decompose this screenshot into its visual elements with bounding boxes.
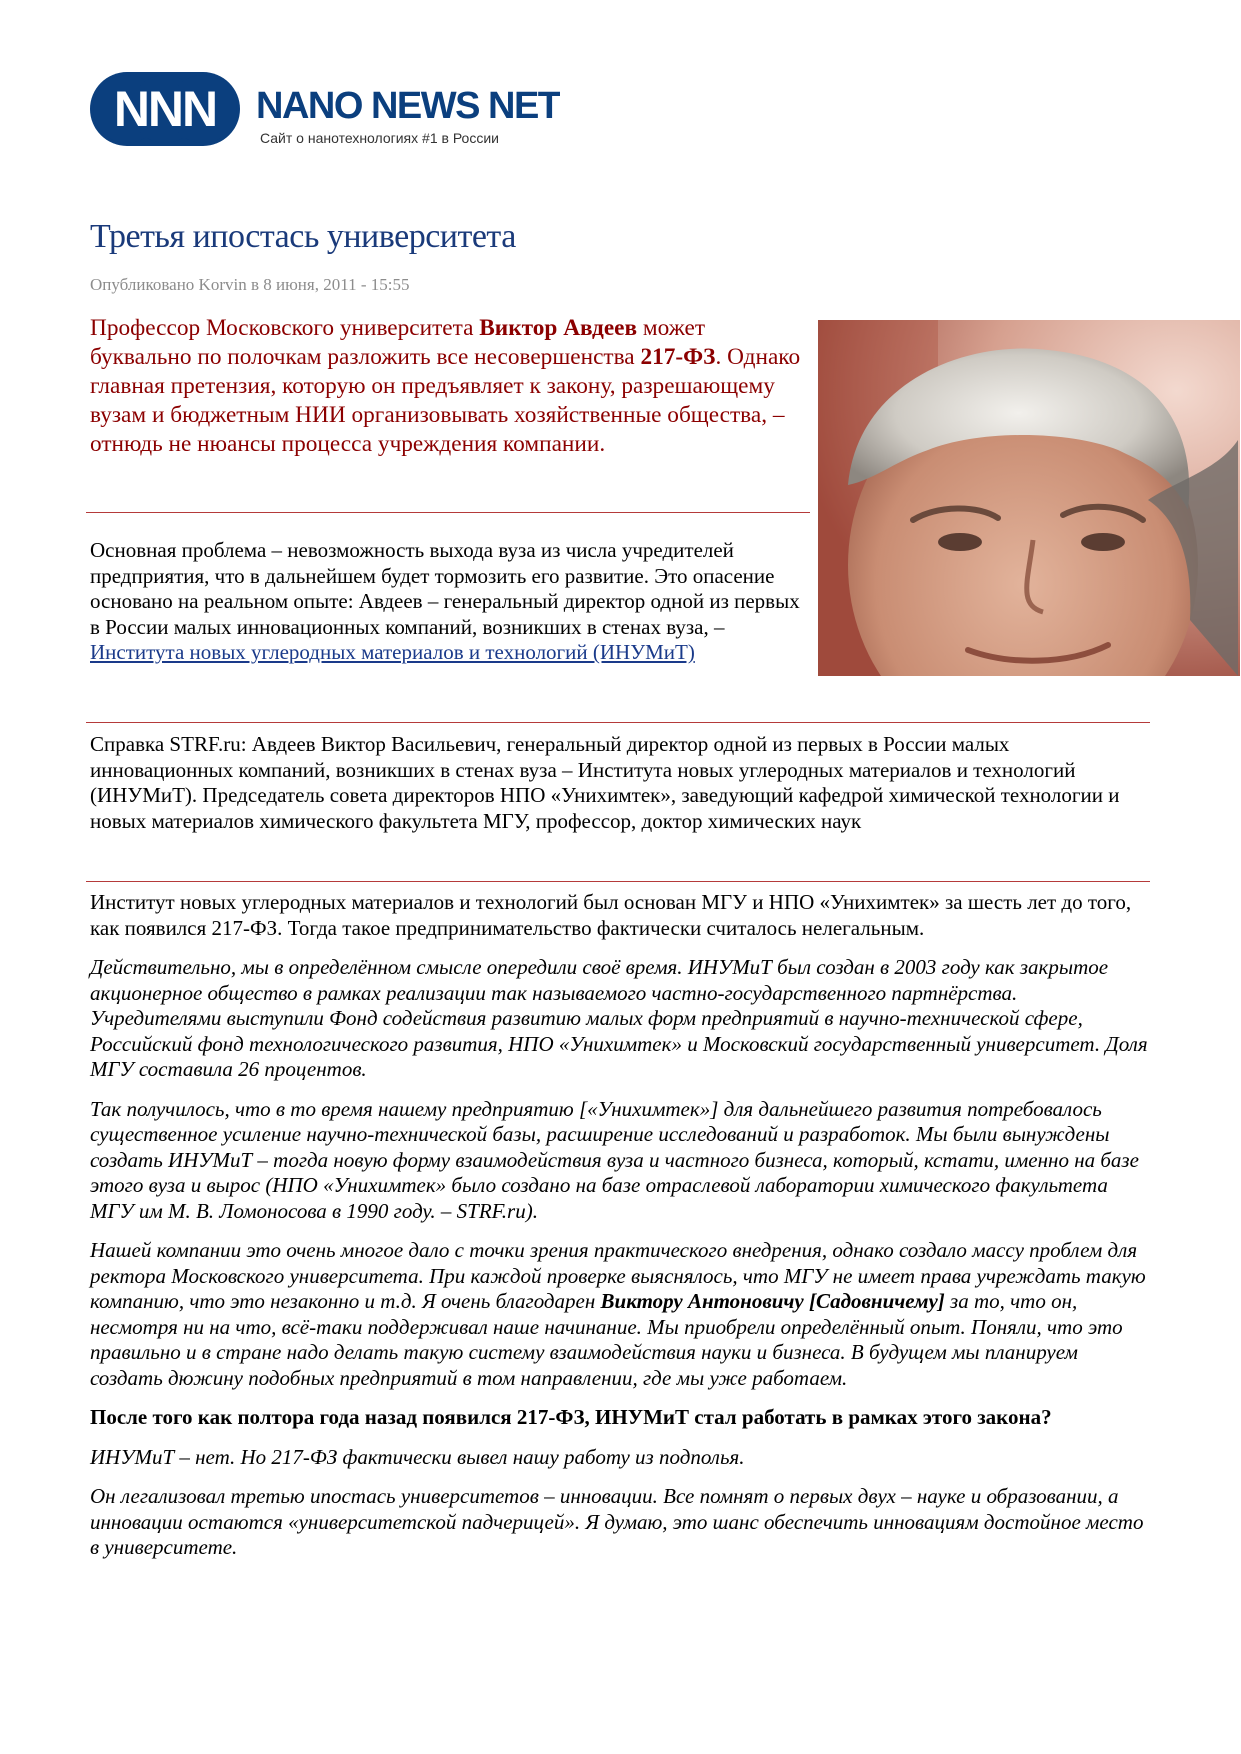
divider [86, 512, 810, 513]
article-meta: Опубликовано Korvin в 8 июня, 2011 - 15:55 [90, 275, 410, 294]
interview-question: После того как полтора года назад появился 217-ФЗ, ИНУМиТ стал работать в рамках этого закона? [90, 1405, 1052, 1429]
logo-name: NANO NEWS NET [256, 85, 560, 127]
reference-note: Справка STRF.ru: Авдеев Виктор Васильевич, генеральный директор одной из первых в России малых инновационных компаний, возникших в стенах вуза – Института новых углеродных материалов и технологий (ИНУМиТ). Председатель совета директоров НПО «Унихимтек», заведующий кафедрой химической технологии и новых материалов химического факультета МГУ, профессор, доктор химических наук [90, 732, 1120, 833]
logo-mark-text: NNN [113, 81, 217, 137]
site-logo[interactable] [90, 62, 560, 158]
quote-paragraph: Нашей компании это очень многое дало с точки зрения практического внедрения, однако создало массу проблем для ректора Московского университета. При каждой проверке выяснялось, что МГУ не имеет права учреждать такую компанию, что это незаконно и т.д. Я очень благодарен Виктору Антоновичу [Садовничему] за то, что он, несмотря ни на что, всё-таки поддерживал наше начинание. Мы приобрели определённый опыт. Поняли, что это правильно и в стране надо делать такую систему взаимодействия науки и бизнеса. В будущем мы планируем создать дюжину подобных предприятий в том направлении, где мы уже работаем. [90, 1238, 1146, 1390]
article-lead: Профессор Московского университета Виктор Авдеев может буквально по полочкам разложить все несовершенства 217-ФЗ. Однако главная претензия, которую он предъявляет к закону, разрешающему вузам и бюджетным НИИ организовывать хозяйственные общества, – отнюдь не нюансы процесса учреждения компании. [90, 315, 801, 457]
logo-tagline: Сайт о нанотехнологиях #1 в России [260, 130, 499, 146]
intro-paragraph: Основная проблема – невозможность выхода вуза из числа учредителей предприятия, что в дальнейшем будет тормозить его развитие. Это опасение основано на реальном опыте: Авдеев – генеральный директор одной из первых в России малых инновационных компаний, возникших в стенах вуза, – Института новых углеродных материалов и технологий (ИНУМиТ) [90, 538, 800, 664]
article-title: Третья ипостась университета [90, 218, 516, 255]
quote-paragraph: Так получилось, что в то время нашему предприятию [«Унихимтек»] для дальнейшего развития потребовалось существенное усиление научно-технической базы, расширение исследований и разработок. Мы были вынуждены создать ИНУМиТ – тогда новую форму взаимодействия вуза и частного бизнеса, который, кстати, именно на базе этого вуза и вырос (НПО «Унихимтек» было создано на базе отраслевой лаборатории химического факультета МГУ им М. В. Ломоносова в 1990 году. – STRF.ru). [90, 1096, 1139, 1223]
inumit-link[interactable]: Института новых углеродных материалов и технологий (ИНУМиТ) [90, 640, 695, 664]
logo-mark [90, 72, 240, 146]
interview-answer: ИНУМиТ – нет. Но 217-ФЗ фактически вывел нашу работу из подполья. [90, 1444, 745, 1469]
divider [86, 881, 1150, 882]
quote-paragraph: Действительно, мы в определённом смысле опередили своё время. ИНУМиТ был создан в 2003 году как закрытое акционерное общество в рамках реализации так называемого частно-государственного партнёрства. Учредителями выступили Фонд содействия развитию малых форм предприятий в научно-технической сфере, Российский фонд технологического развития, НПО «Унихимтек» и Московский государственный университет. Доля МГУ составила 26 процентов. [90, 955, 1148, 1081]
article-body [90, 890, 1150, 1575]
body-paragraph: Институт новых углеродных материалов и технологий был основан МГУ и НПО «Унихимтек» за шесть лет до того, как появился 217-ФЗ. Тогда такое предпринимательство фактически считалось нелегальным. [90, 890, 1132, 940]
portrait-photo [818, 320, 1240, 676]
divider [86, 722, 1150, 723]
interview-answer: Он легализовал третью ипостась университетов – инновации. Все помнят о первых двух – науке и образовании, а инновации остаются «университетской падчерицей». Я думаю, это шанс обеспечить инновациям достойное место в университете. [90, 1484, 1144, 1559]
